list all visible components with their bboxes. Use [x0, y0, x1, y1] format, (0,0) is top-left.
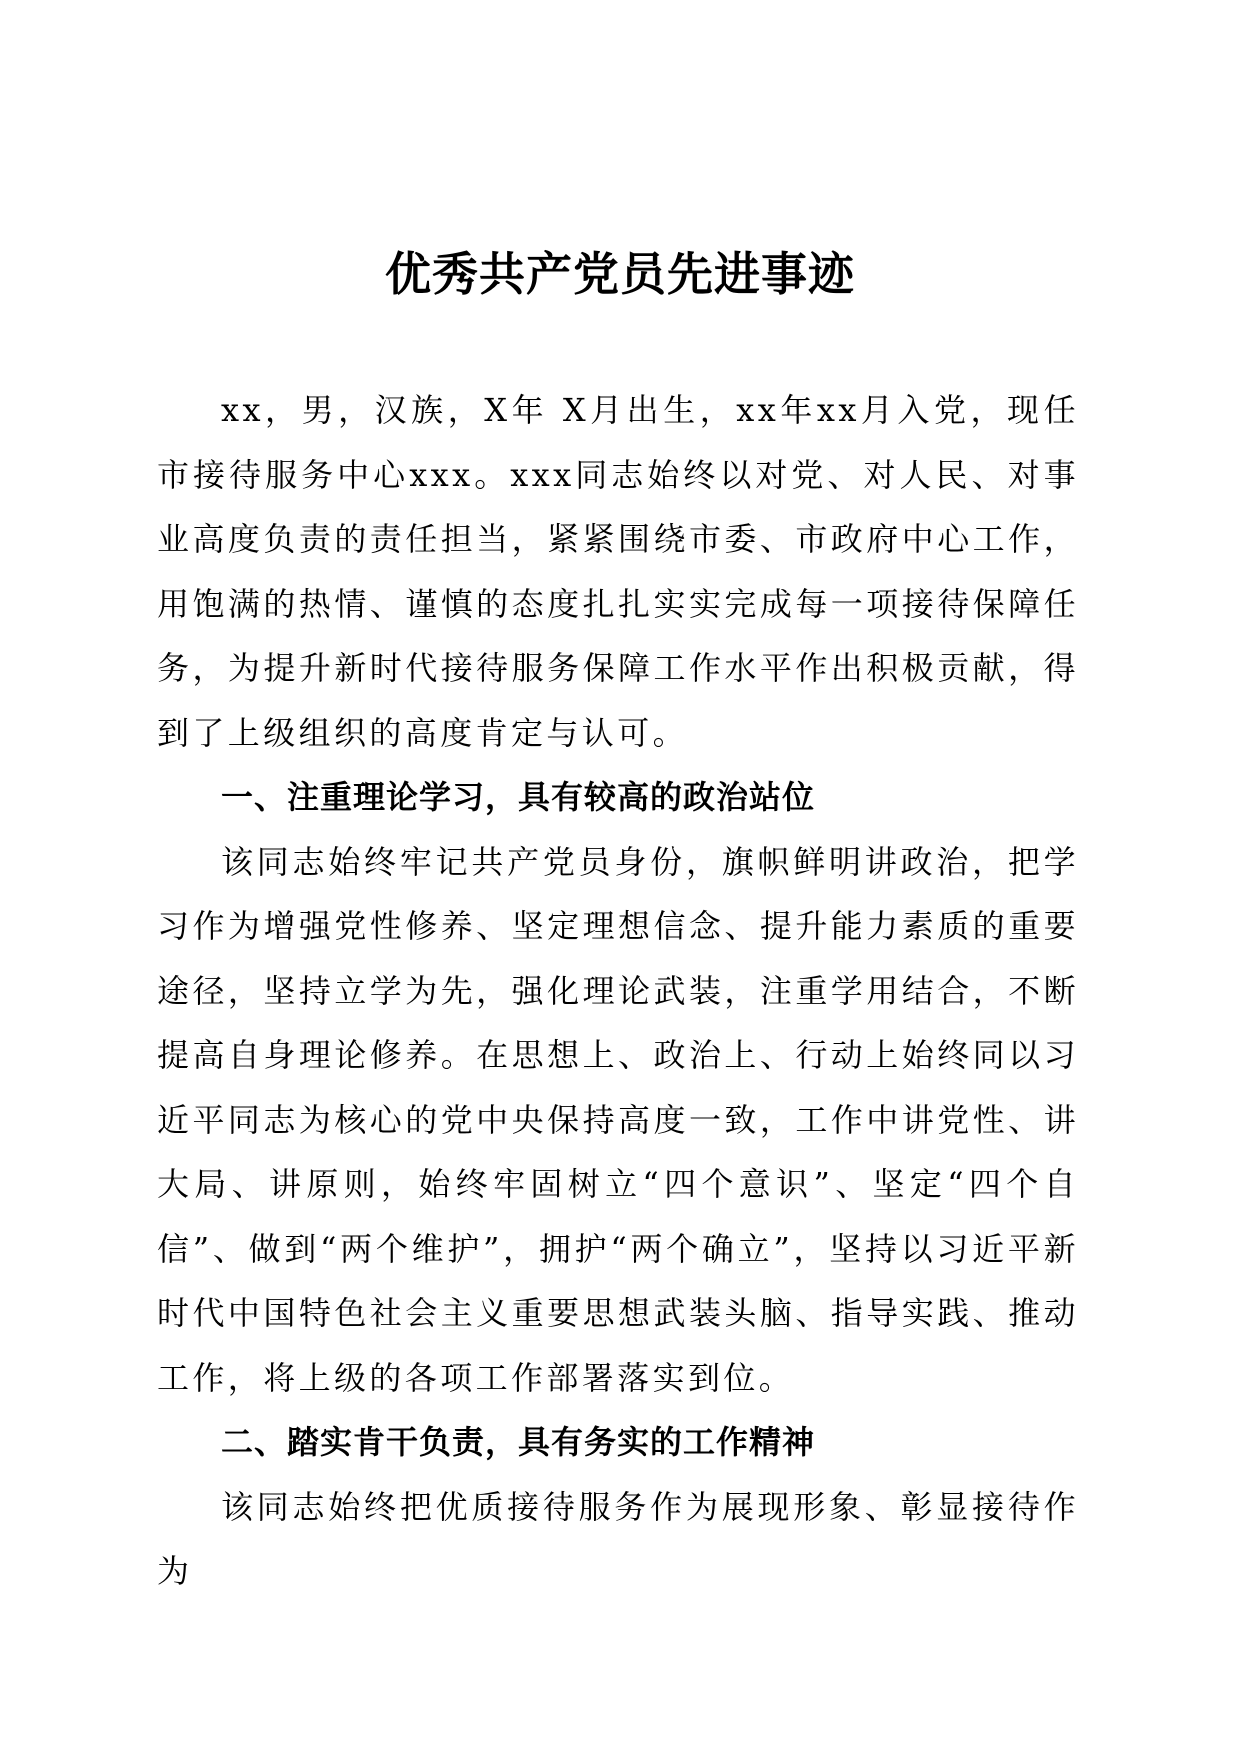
document-body [157, 378, 1079, 1604]
section-heading-1: 一、注重理论学习，具有较高的政治站位 [221, 778, 816, 816]
intro-paragraph: xx，男，汉族，X年 X月出生，xx年xx月入党，现任市接待服务中心xxx。xxx同志始终以对党、对人民、对事业高度负责的责任担当，紧紧围绕市委、市政府中心工作，用饱满的热情、谨慎的态度扎扎实实完成每一项接待保障任务，为提升新时代接待服务保障工作水平作出积极贡献，得到了上级组织的高度肯定与认可。 [157, 391, 1079, 752]
document-title: 优秀共产党员先进事迹 [385, 247, 855, 301]
section-heading-2: 二、踏实肯干负责，具有务实的工作精神 [221, 1423, 816, 1461]
section-paragraph-2: 该同志始终把优质接待服务作为展现形象、彰显接待作为 [157, 1487, 1079, 1590]
section-paragraph-1: 该同志始终牢记共产党员身份，旗帜鲜明讲政治，把学习作为增强党性修养、坚定理想信念、提升能力素质的重要途径，坚持立学为先，强化理论武装，注重学用结合，不断提高自身理论修养。在思想上、政治上、行动上始终同以习近平同志为核心的党中央保持高度一致，工作中讲党性、讲大局、讲原则，始终牢固树立“四个意识”、坚定“四个自信”、做到“两个维护”，拥护“两个确立”，坚持以习近平新时代中国特色社会主义重要思想武装头脑、指导实践、推动工作，将上级的各项工作部署落实到位。 [157, 842, 1079, 1397]
